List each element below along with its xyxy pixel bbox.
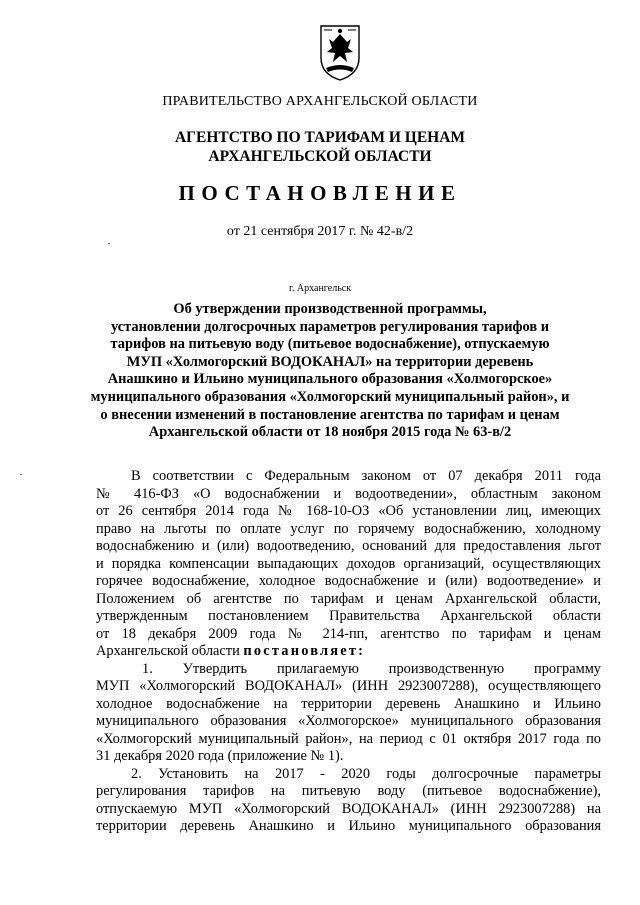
- title-line: о внесении изменений в постановление агентства по тарифам и ценам: [100, 406, 560, 423]
- body-line: холодное водоснабжение на территории деревень Анашкино и Ильино: [96, 695, 601, 712]
- document-date-number: от 21 сентября 2017 г. № 42-в/2: [226, 224, 414, 239]
- body-line: муниципального образования «Холмогорское» муниципального образования: [96, 713, 601, 729]
- agency-name-line1: АГЕНТСТВО ПО ТАРИФАМ И ЦЕНАМ: [174, 129, 466, 146]
- body-line: от 18 декабря 2009 года № 214-пп, агентство по тарифам и ценам: [96, 625, 601, 642]
- scan-speck: [20, 474, 22, 475]
- body-line: водоснабжению и (или) водоотведению, оснований для предоставления льгот: [96, 538, 601, 554]
- body-line: МУП «Холмогорский ВОДОКАНАЛ» (ИНН 2923007288), осуществляющего: [96, 678, 601, 694]
- government-name: ПРАВИТЕЛЬСТВО АРХАНГЕЛЬСКОЙ ОБЛАСТИ: [162, 94, 478, 109]
- body-line: от 26 сентября 2014 года № 168-10-ОЗ «Об установлении лиц, имеющих: [96, 503, 601, 519]
- body-line: 1. Утвердить прилагаемую производственную программу: [142, 660, 601, 677]
- coat-of-arms-icon: [318, 22, 362, 82]
- agency-name: [0, 128, 640, 166]
- agency-name-line2: АРХАНГЕЛЬСКОЙ ОБЛАСТИ: [208, 148, 432, 165]
- scan-speck: [108, 243, 110, 244]
- title-line: Архангельской области от 18 ноября 2015 года № 63-в/2: [148, 424, 512, 441]
- document-title: [80, 301, 580, 442]
- body-line: 31 декабря 2020 года (приложение № 1).: [96, 748, 344, 764]
- title-line: Об утверждении производственной программы,: [173, 301, 487, 317]
- body-line: территории деревень Анашкино и Ильино муниципального образования: [96, 818, 601, 834]
- body-line: горячее водоснабжение, холодное водоснабжение и (или) водоотведение» и: [96, 573, 601, 589]
- body-line: право на льготы по оплате услуг по горячему водоснабжению, холодному: [96, 520, 601, 537]
- body-line: утвержденным постановлением Правительства Архангельской области: [96, 608, 601, 624]
- body-line: «Холмогорский муниципальный район», на период с 01 октября 2017 года по: [96, 730, 601, 747]
- body-line: № 416-ФЗ «О водоснабжении и водоотведении», областным законом: [96, 485, 601, 502]
- document-city: г. Архангельск: [288, 283, 352, 294]
- document-body: [96, 468, 601, 836]
- body-line-resolution: [96, 643, 601, 661]
- document-type: ПОСТАНОВЛЕНИЕ: [178, 181, 462, 205]
- title-line: Анашкино и Ильино муниципального образования «Холмогорское»: [107, 371, 553, 388]
- body-line: Положением об агентстве по тарифам и ценам Архангельской области,: [96, 590, 601, 607]
- body-line: регулирования тарифов на питьевую воду (питьевое водоснабжение),: [96, 783, 601, 799]
- body-line: отпускаемую МУП «Холмогорский ВОДОКАНАЛ» (ИНН 2923007288) на: [96, 800, 601, 817]
- title-line: установлении долгосрочных параметров регулирования тарифов и: [110, 318, 550, 335]
- body-line: 2. Установить на 2017 - 2020 годы долгосрочные параметры: [131, 765, 601, 782]
- title-line: тарифов на питьевую воду (питьевое водоснабжение), отпускаемую: [110, 336, 550, 353]
- resolution-keyword: постановляет:: [243, 643, 366, 659]
- body-line: и порядка компенсации выпадающих доходов организаций, осуществляющих: [96, 555, 601, 572]
- resolution-prefix: Архангельской области: [96, 643, 240, 659]
- body-line: В соответствии с Федеральным законом от 07 декабря 2011 года: [131, 468, 601, 484]
- title-line: муниципального образования «Холмогорский муниципальный район», и: [90, 388, 570, 405]
- title-line: МУП «Холмогорский ВОДОКАНАЛ» на территории деревень: [126, 353, 534, 370]
